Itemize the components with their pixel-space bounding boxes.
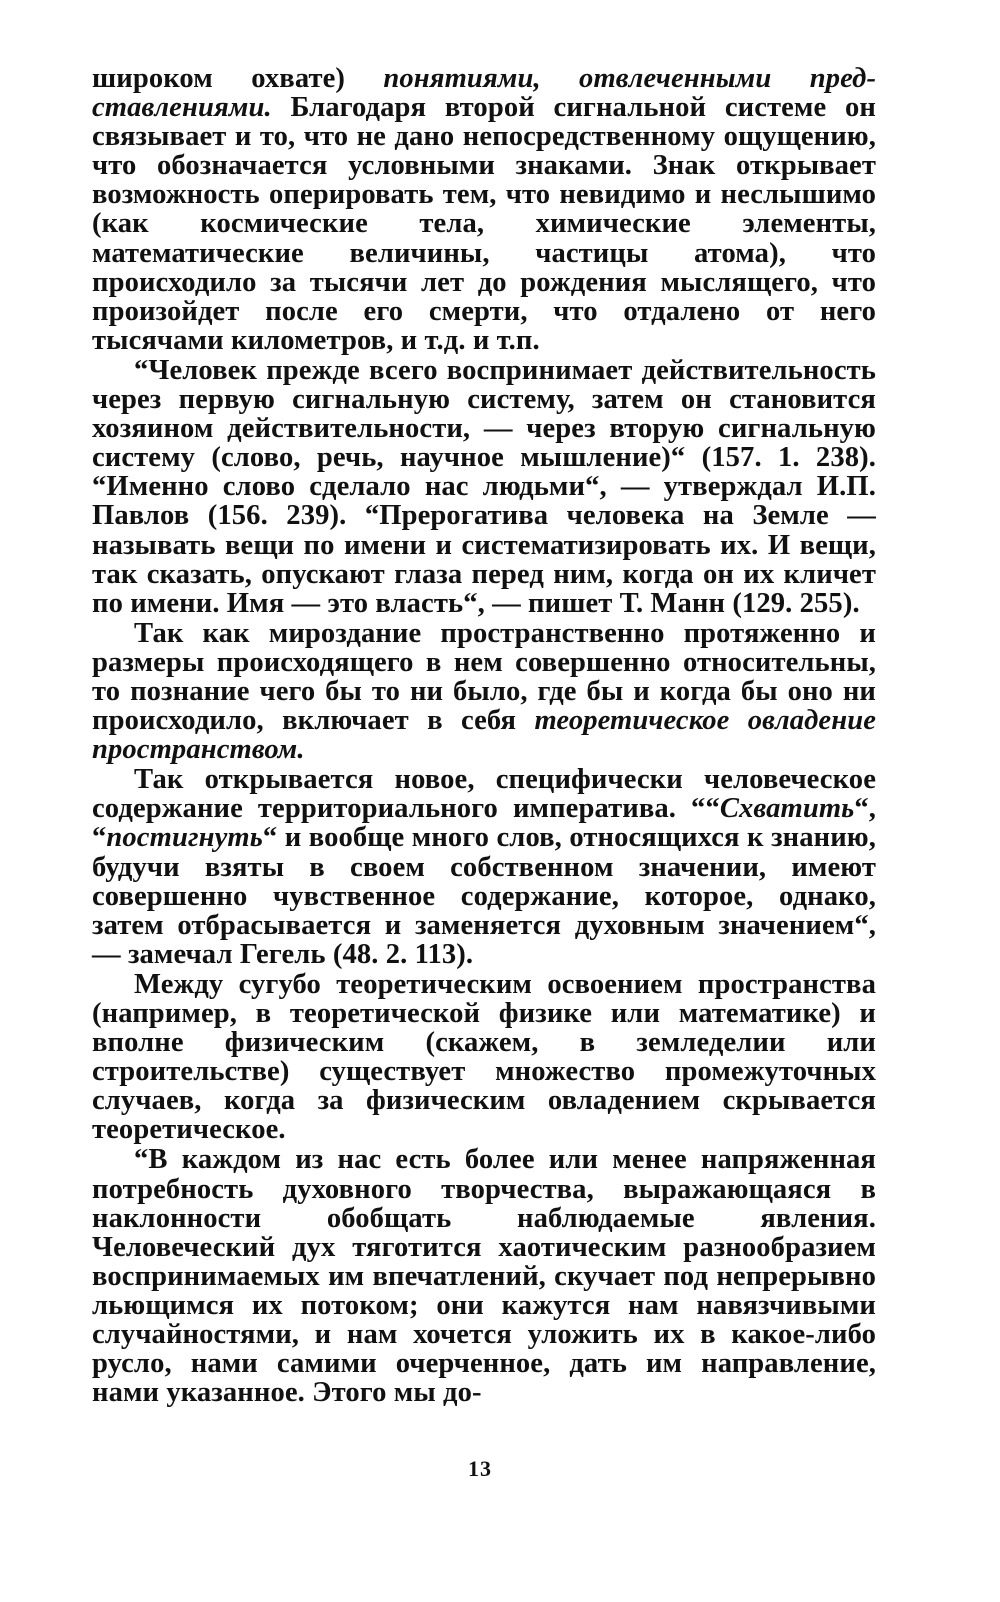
emphasis-text: постигнуть: [106, 822, 263, 854]
body-text: “, “: [92, 793, 876, 854]
emphasis-text: Схватить: [719, 793, 855, 825]
paragraph: [92, 765, 876, 969]
paragraph: [92, 356, 876, 618]
body-text: Между сугубо теоретическим освоением пространства (например, в теоретической физике или математике) и вполне физическим (скажем, в земледелии или строительстве) существует множество промежуточных случаев, когда за физическим овладением скрывается теоретическое.: [92, 968, 876, 1146]
emphasis-text: теоретическое овладение пространством.: [92, 705, 876, 766]
emphasis-text: понятиями, отвлеченными представлениями.: [92, 63, 876, 124]
body-text: Благодаря второй сигнальной системе он связывает и то, что не дано непосредственному ощущению, что обозначается условными знаками. Знак открывает возможность оперировать тем, что невидимо и неслышимо (как космические тела, химические элементы, математические величины, частицы атома), что происходило за тысячи лет до рождения мыслящего, что произойдет после его смерти, что отдалено от него тысячами километров, и т.д. и т.п.: [92, 92, 876, 356]
text-column: [92, 64, 876, 1407]
body-text: Так как мироздание пространственно протяженно и размеры происходящего в нем совершенно относительны, то познание чего бы то ни было, где бы и когда бы оно ни происходило, включает в себя: [92, 617, 876, 737]
body-text: “В каждом из нас есть более или менее напряженная потребность духовного творчества, выражающаяся в наклонности обобщать наблюдаемые явления. Человеческий дух тяготится хаотическим разнообразием воспринимаемых им впечатлений, скучает под непрерывно льющимся их потоком; они кажутся нам навязчивыми случайностями, и нам хочется уложить их в какое-либо русло, нами самими очерченное, дать им направление, нами указанное. Этого мы до-: [92, 1144, 876, 1409]
body-text: “ и вообще много слов, относящихся к знанию, будучи взяты в своем собственном значении, имеют совершенно чувственное содержание, которое, однако, затем отбрасывается и заменяется духовным значением“, — замечал Гегель (48. 2. 113).: [92, 822, 876, 970]
paragraph: [92, 619, 876, 764]
page-number: 13: [468, 1456, 492, 1481]
paragraph: [92, 1145, 876, 1407]
body-text: Так открывается новое, специфически человеческое содержание территориального императива. ““: [92, 764, 876, 825]
paragraph: [92, 64, 876, 355]
paragraph: [92, 970, 876, 1145]
body-text: широком охвате): [92, 63, 384, 94]
body-text: “Человек прежде всего воспринимает действительность через первую сигнальную систему, затем он становится хозяином действительности, — через вторую сигнальную систему (слово, речь, научное мышление)“ (157. 1. 238). “Именно слово сделало нас людьми“, — утверждал И.П. Павлов (156. 239). “Прерогатива человека на Земле — называть вещи по имени и систематизировать их. И вещи, так сказать, опускают глаза перед ним, когда он их кличет по имени. Имя — это власть“, — пишет Т. Манн (129. 255).: [92, 354, 876, 619]
